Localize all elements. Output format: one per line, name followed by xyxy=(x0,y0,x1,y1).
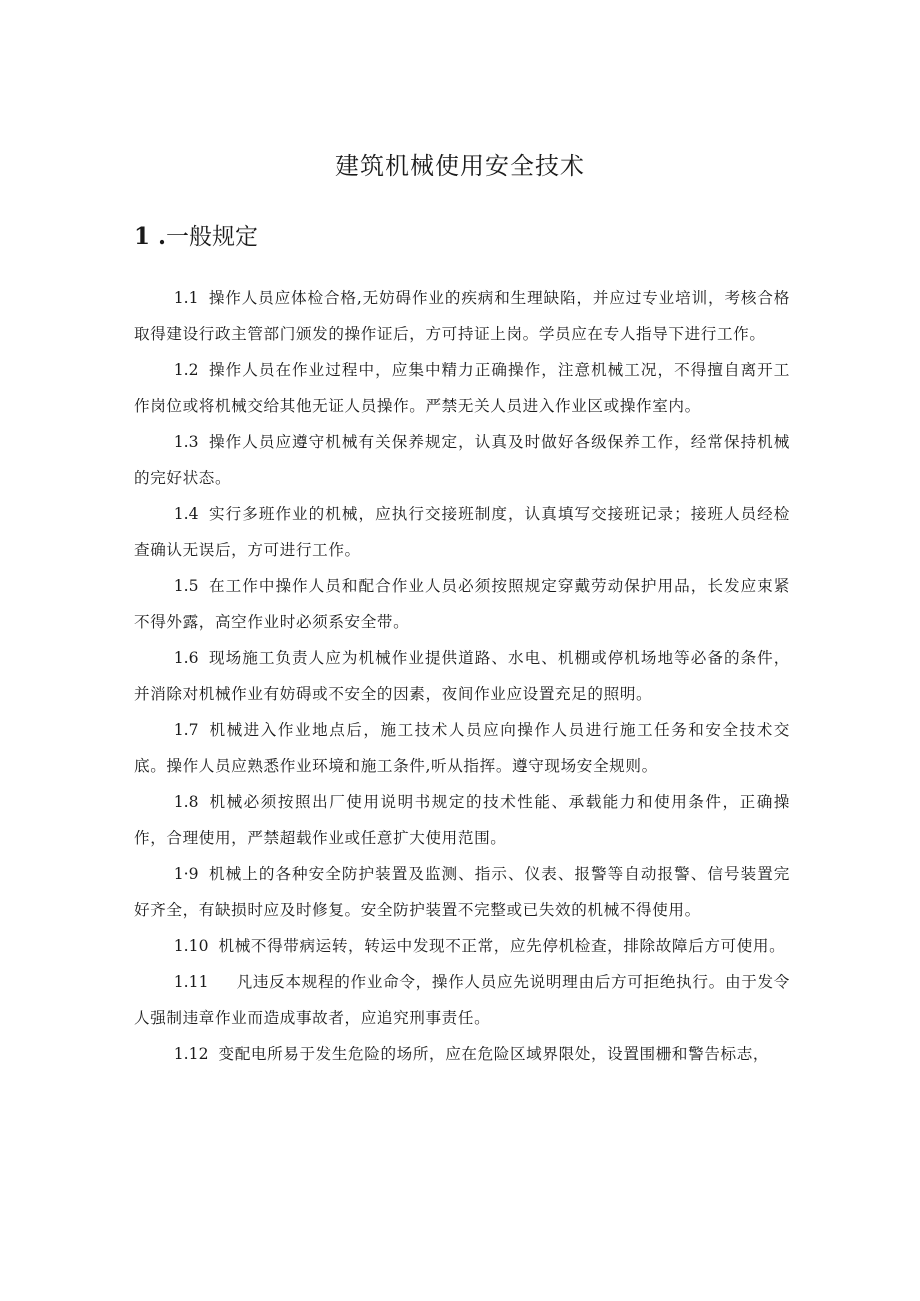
section-number: 1 xyxy=(134,223,151,250)
clause-number: 1·9 xyxy=(173,865,199,883)
clause-number: 1.7 xyxy=(173,721,199,739)
clause-text: 变配电所易于发生危险的场所，应在危险区域界限处，设置围栅和警告标志， xyxy=(218,1045,770,1063)
clause-text: 凡违反本规程的作业命令，操作人员应先说明理由后方可拒绝执行。由于发令人强制违章作业而造成事故者，应追究刑事责任。 xyxy=(134,973,790,1027)
section-heading xyxy=(134,218,258,251)
clause-number: 1.4 xyxy=(173,505,199,523)
clause-1-8 xyxy=(134,784,790,856)
clause-text: 机械上的各种安全防护装置及监测、指示、仪表、报警等自动报警、信号装置完好齐全，有缺损时应及时修复。安全防护装置不完整或已失效的机械不得使用。 xyxy=(134,865,790,919)
clause-number: 1.1 xyxy=(173,289,199,307)
clause-text: 现场施工负责人应为机械作业提供道路、水电、机棚或停机场地等必备的条件，并消除对机械作业有妨碍或不安全的因素，夜间作业应设置充足的照明。 xyxy=(134,649,790,703)
clause-1-11 xyxy=(134,964,790,1036)
section-title: 一般规定 xyxy=(166,224,259,250)
clause-1-2 xyxy=(134,352,790,424)
clause-1-1 xyxy=(134,280,790,352)
clause-number: 1.12 xyxy=(173,1045,209,1063)
clause-text: 实行多班作业的机械，应执行交接班制度，认真填写交接班记录；接班人员经检查确认无误后，方可进行工作。 xyxy=(134,505,790,559)
clause-1-5 xyxy=(134,568,790,640)
clause-number: 1.5 xyxy=(173,577,199,595)
clause-text: 操作人员在作业过程中，应集中精力正确操作，注意机械工况，不得擅自离开工作岗位或将机械交给其他无证人员操作。严禁无关人员进入作业区或操作室内。 xyxy=(134,361,790,415)
clause-text: 机械进入作业地点后，施工技术人员应向操作人员进行施工任务和安全技术交底。操作人员应熟悉作业环境和施工条件,听从指挥。遵守现场安全规则。 xyxy=(134,721,790,775)
clause-1-10 xyxy=(134,928,790,964)
clause-list xyxy=(134,280,790,1072)
clause-1-4 xyxy=(134,496,790,568)
clause-number: 1.3 xyxy=(173,433,199,451)
clause-1-3 xyxy=(134,424,790,496)
clause-number: 1.10 xyxy=(173,937,209,955)
clause-text: 操作人员应体检合格,无妨碍作业的疾病和生理缺陷，并应过专业培训，考核合格取得建设行政主管部门颁发的操作证后，方可持证上岗。学员应在专人指导下进行工作。 xyxy=(134,289,790,343)
clause-text: 操作人员应遵守机械有关保养规定，认真及时做好各级保养工作，经常保持机械的完好状态。 xyxy=(134,433,790,487)
clause-text: 机械必须按照出厂使用说明书规定的技术性能、承载能力和使用条件，正确操作，合理使用，严禁超载作业或任意扩大使用范围。 xyxy=(134,793,790,847)
clause-number: 1.11 xyxy=(173,973,209,991)
clause-number: 1.8 xyxy=(173,793,199,811)
clause-number: 1.6 xyxy=(173,649,199,667)
clause-1-9 xyxy=(134,856,790,928)
section-separator: . xyxy=(158,223,167,250)
clause-text: 机械不得带病运转，转运中发现不正常，应先停机检查，排除故障后方可使用。 xyxy=(218,937,786,955)
clause-1-7 xyxy=(134,712,790,784)
clause-text: 在工作中操作人员和配合作业人员必须按照规定穿戴劳动保护用品，长发应束紧不得外露，高空作业时必须系安全带。 xyxy=(134,577,790,631)
clause-number: 1.2 xyxy=(173,361,199,379)
document-title: 建筑机械使用安全技术 xyxy=(335,152,585,180)
clause-1-6 xyxy=(134,640,790,712)
clause-1-12 xyxy=(134,1036,790,1072)
